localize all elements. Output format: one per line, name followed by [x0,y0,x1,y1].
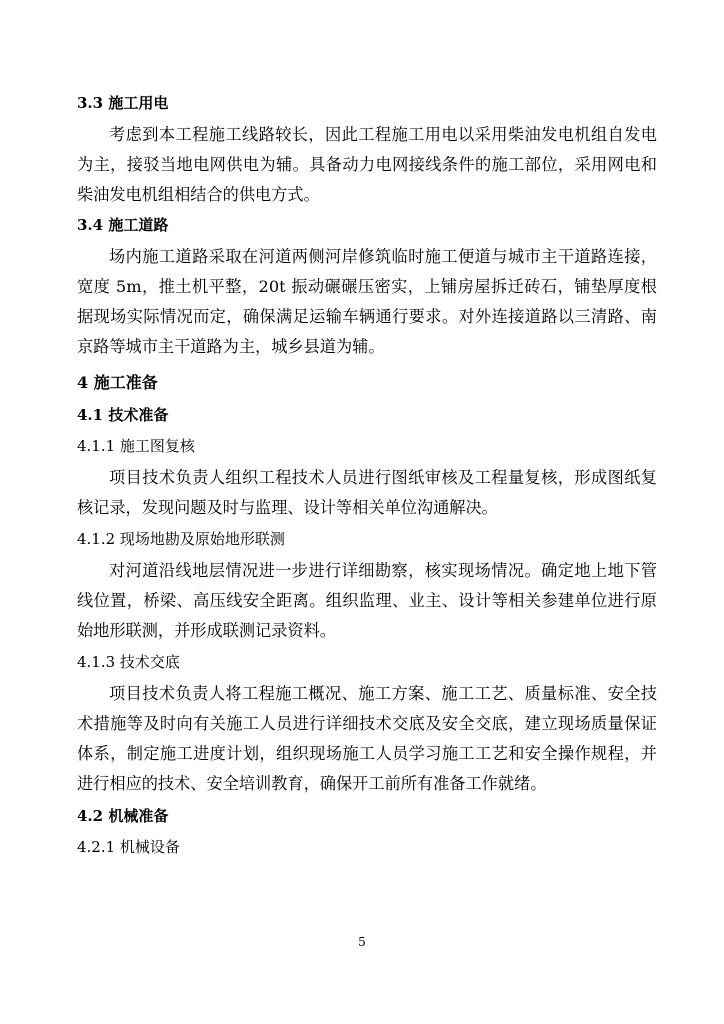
section-4-1-1-paragraph: 项目技术负责人组织工程技术人员进行图纸审核及工程量复核，形成图纸复核记录，发现问题及时与监理、设计等相关单位沟通解决。 [77,468,657,517]
section-3-4-paragraph: 场内施工道路采取在河道两侧河岸修筑临时施工便道与城市主干道路连接，宽度 5m，推土机平整，20t 振动碾碾压密实，上铺房屋拆迁砖石，铺垫厚度根据现场实际情况而定，确保满足运输车辆通行要求。对外连接道路以三清路、南京路等城市主干道路为主，城乡县道为辅。 [77,247,657,356]
section-4-1-2-heading: 4.1.2 现场地勘及原始地形联测 [77,530,285,548]
section-4-2-heading: 4.2 机械准备 [77,807,169,825]
page-number: 5 [358,935,366,949]
document-page [77,91,657,859]
section-4-1-heading: 4.1 技术准备 [77,406,169,424]
section-3-3-heading: 3.3 施工用电 [77,94,169,112]
section-3-3-paragraph: 考虑到本工程施工线路较长，因此工程施工用电以采用柴油发电机组自发电为主，接驳当地电网供电为辅。具备动力电网接线条件的施工部位，采用网电和柴油发电机组相结合的供电方式。 [77,125,657,204]
section-4-1-3-heading: 4.1.3 技术交底 [77,653,180,671]
section-4-1-1-heading: 4.1.1 施工图复核 [77,437,195,455]
section-4-heading: 4 施工准备 [77,373,158,392]
section-4-1-3-paragraph: 项目技术负责人将工程施工概况、施工方案、施工工艺、质量标准、安全技术措施等及时向有关施工人员进行详细技术交底及安全交底，建立现场质量保证体系，制定施工进度计划，组织现场施工人员学习施工工艺和安全操作规程，并进行相应的技术、安全培训教育，确保开工前所有准备工作就绪。 [77,684,657,793]
section-4-1-2-paragraph: 对河道沿线地层情况进一步进行详细勘察，核实现场情况。确定地上地下管线位置，桥梁、高压线安全距离。组织监理、业主、设计等相关参建单位进行原始地形联测，并形成联测记录资料。 [77,561,657,640]
section-3-4-heading: 3.4 施工道路 [77,216,169,234]
section-4-2-1-heading: 4.2.1 机械设备 [77,838,180,856]
